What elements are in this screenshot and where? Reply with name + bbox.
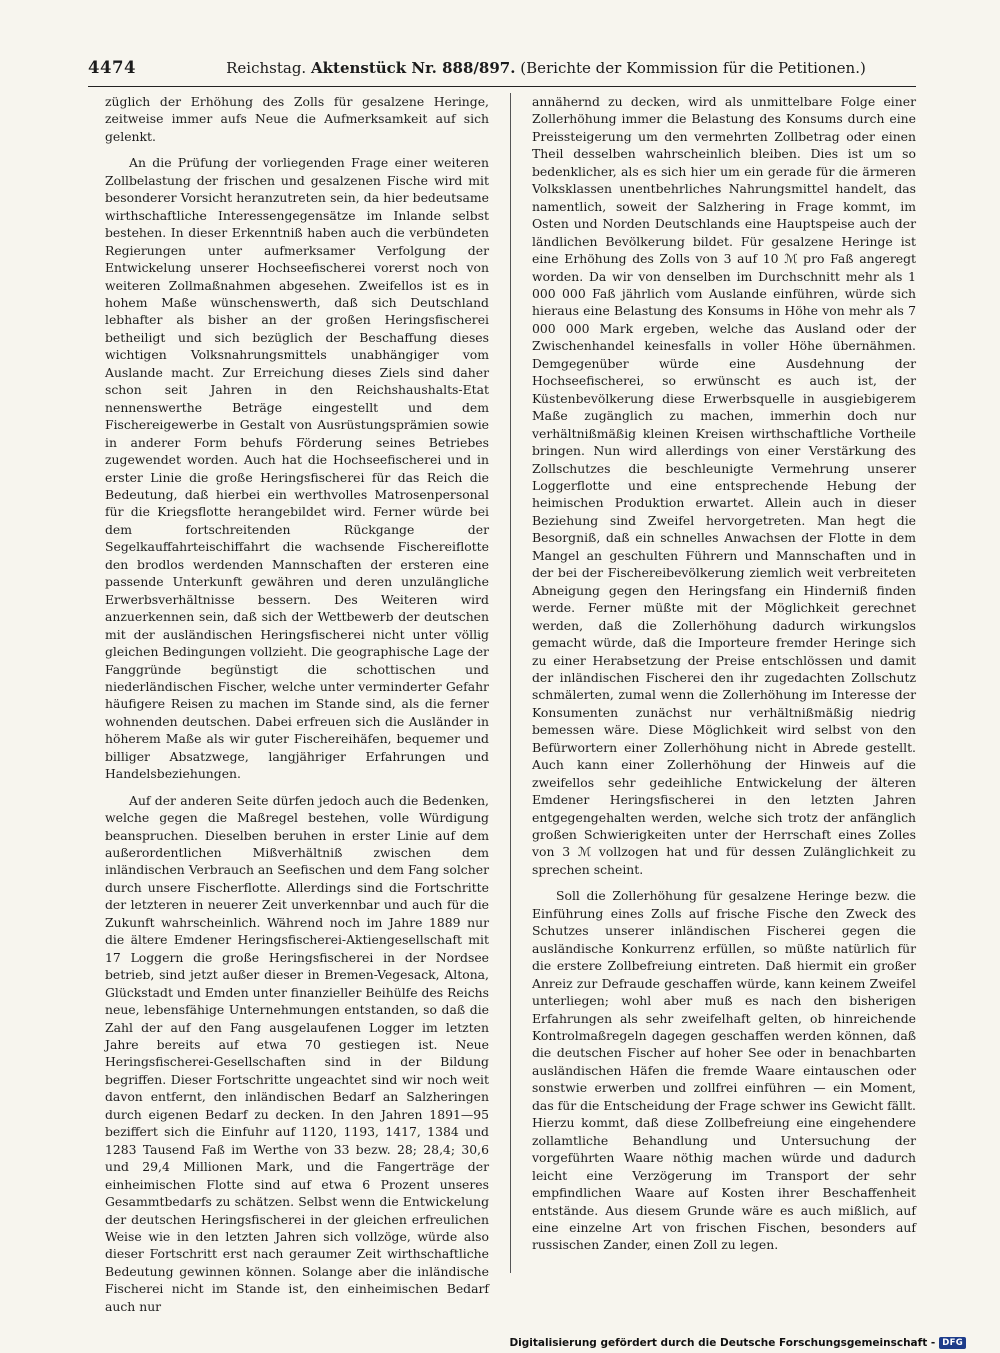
running-title-prefix: Reichstag. — [226, 59, 307, 77]
header-rule — [88, 86, 916, 87]
column-divider — [510, 93, 511, 1273]
dfg-logo: DFG — [939, 1337, 966, 1349]
page-number: 4474 — [88, 58, 136, 77]
right-column — [532, 93, 916, 1254]
left-column — [105, 93, 489, 1315]
paragraph: annähernd zu decken, wird als unmittelbare Folge einer Zollerhöhung immer die Belastung des Konsums durch eine Preissteigerung um den vermehrten Zollbetrag oder einen Theil desselben wahrscheinlich bleiben. Dies ist um so bedenklicher, als es sich hier um ein gerade für die ärmeren Volksklassen unentbehrliches Nahrungsmittel handelt, das namentlich, soweit der Salzhering in Frage kommt, im Osten und Norden Deutschlands eine Hauptspeise auch der ländlichen Bevölkerung bildet. Für gesalzene Heringe ist eine Erhöhung des Zolls von 3 auf 10 ℳ pro Faß angeregt worden. Da wir von denselben im Durchschnitt mehr als 1 000 000 Faß jährlich vom Auslande einführen, würde sich hieraus eine Belastung des Konsums in Höhe von mehr als 7 000 000 Mark ergeben, welche das Ausland oder der Zwischenhandel keinesfalls in voller Höhe übernähmen. Demgegenüber würde eine Ausdehnung der Hochseefischerei, so erwünscht es auch ist, der Küstenbevölkerung diese Erwerbsquelle in ausgiebigerem Maße zugänglich zu machen, immerhin doch nur verhältnißmäßig kleinen Kreisen wirthschaftliche Vortheile bringen. Nun wird allerdings von einer Verstärkung des Zollschutzes die beschleunigte Vermehrung unserer Loggerflotte und eine entsprechende Hebung der heimischen Produktion erwartet. Allein auch in dieser Beziehung sind Zweifel hervorgetreten. Man hegt die Besorgniß, daß ein schnelles Anwachsen der Flotte in dem Mangel an geschulten Führern und Mannschaften und in der bei der Fischereibevölkerung ziemlich weit verbreiteten Abneigung gegen den Heringsfang ein Hinderniß finden werde. Ferner müßte mit der Möglichkeit gerechnet werden, daß die Zollerhöhung dadurch wirkungslos gemacht würde, daß die Importeure fremder Heringe sich zu einer Herabsetzung der Preise entschlössen und damit der inländischen Fischerei den ihr zugedachten Zollschutz schmälerten, zumal wenn die Zollerhöhung im Interesse der Konsumenten zunächst nur verhältnißmäßig niedrig bemessen wäre. Diese Möglichkeit wird selbst von den Befürwortern einer Zollerhöhung nicht in Abrede gestellt. Auch kann einer Zollerhöhung der Hinweis auf die zweifellos sehr gedeihliche Entwickelung der älteren Emdener Heringsfischerei in den letzten Jahren entgegengehalten werden, welche sich trotz der anfänglich großen Schwierigkeiten unter der Herrschaft eines Zolles von 3 ℳ vollzogen hat und für dessen Zulänglichkeit zu sprechen scheint. — [532, 94, 916, 877]
footer-credit — [509, 1336, 966, 1350]
paragraph: züglich der Erhöhung des Zolls für gesalzene Heringe, zeitweise immer aufs Neue die Aufmerksamkeit auf sich gelenkt. — [105, 94, 489, 144]
running-title — [176, 59, 916, 77]
running-title-suffix: (Berichte der Kommission für die Petitionen.) — [520, 59, 866, 77]
footer-credit-text: Digitalisierung gefördert durch die Deutsche Forschungsgemeinschaft - — [509, 1337, 936, 1349]
paragraph: Auf der anderen Seite dürfen jedoch auch die Bedenken, welche gegen die Maßregel bestehen, volle Würdigung beanspruchen. Dieselben beruhen in erster Linie auf dem außerordentlichen Mißverhältniß zwischen dem inländischen Verbrauch an Seefischen und dem Fang solcher durch unsere Fischerflotte. Allerdings sind die Fortschritte der letzteren in neuerer Zeit unverkennbar und auch für die Zukunft wahrscheinlich. Während noch im Jahre 1889 nur die ältere Emdener Heringsfischerei-Aktiengesellschaft mit 17 Loggern die große Heringsfischerei in der Nordsee betrieb, sind jetzt außer dieser in Bremen-Vegesack, Altona, Glückstadt und Emden unter finanzieller Beihülfe des Reichs neue, lebensfähige Unternehmungen entstanden, so daß die Zahl der auf den Fang ausgelaufenen Logger im letzten Jahre bereits auf etwa 70 gestiegen ist. Neue Heringsfischerei-Gesellschaften sind in der Bildung begriffen. Dieser Fortschritte ungeachtet sind wir noch weit davon entfernt, den inländischen Bedarf an Salzheringen durch eigenen Bedarf zu decken. In den Jahren 1891—95 beziffert sich die Einfuhr auf 1120, 1193, 1417, 1384 und 1283 Tausend Faß im Werthe von 33 bezw. 28; 28,4; 30,6 und 29,4 Millionen Mark, und die Fangerträge der einheimischen Flotte sind auf etwa 6 Prozent unseres Gesammtbedarfs zu schätzen. Selbst wenn die Entwickelung der deutschen Heringsfischerei in der gleichen erfreulichen Weise wie in den letzten Jahren sich vollzöge, würde also dieser Fortschritt erst nach geraumer Zeit wirthschaftliche Bedeutung gewinnen können. Solange aber die inländische Fischerei nicht im Stande ist, den einheimischen Bedarf auch nur — [105, 792, 490, 1314]
paragraph: Soll die Zollerhöhung für gesalzene Heringe bezw. die Einführung eines Zolls auf frische Fische den Zweck des Schutzes unserer inländischen Fischerei gegen die ausländische Konkurrenz erfüllen, so müßte natürlich für die erstere Zollbefreiung eintreten. Daß hiermit ein großer Anreiz zur Defraude geschaffen würde, kann keinem Zweifel unterliegen; wohl aber muß es nach den bisherigen Erfahrungen als sehr zweifelhaft gelten, ob hinreichende Kontrolmaßregeln dagegen geschaffen werden können, daß die deutschen Fischer auf hoher See oder in benachbarten ausländischen Häfen die fremde Waare eintauschen oder sonstwie erwerben und zollfrei einführen — ein Moment, das für die Entscheidung der Frage schwer ins Gewicht fällt. Hierzu kommt, daß diese Zollbefreiung eine eingehendere zollamtliche Behandlung und Untersuchung der vorgeführten Waare nöthig machen würde und dadurch leicht eine Verzögerung im Transport der sehr empfindlichen Waare auf Kosten ihrer Beschaffenheit entstände. Aus diesem Grunde wäre es auch mißlich, auf eine einzelne Art von frischen Fischen, besonders auf russischen Zander, einen Zoll zu legen. — [532, 888, 916, 1253]
running-header — [88, 58, 916, 84]
paragraph: An die Prüfung der vorliegenden Frage einer weiteren Zollbelastung der frischen und gesalzenen Fische wird mit besonderer Vorsicht heranzutreten sein, da hier bedeutsame wirthschaftliche Interessengegensätze im Inlande selbst bestehen. In dieser Erkenntniß haben auch die verbündeten Regierungen unter aufmerksamer Verfolgung der Entwickelung unserer Hochseefischerei vorerst noch von weiteren Zollmaßnahmen abgesehen. Zweifellos ist es in hohem Maße wünschenswerth, daß sich Deutschland lebhafter als bisher an der großen Heringsfischerei betheiligt und sich bezüglich der Beschaffung dieses wichtigen Volksnahrungsmittels unabhängiger vom Auslande macht. Zur Erreichung dieses Ziels sind daher schon seit Jahren in den Reichshaushalts-Etat nennenswerthe Beträge eingestellt und dem Fischereigewerbe in Gestalt von Ausrüstungsprämien sowie in anderer Form behufs Förderung seines Betriebes zugewendet worden. Auch hat die Hochseefischerei und in erster Linie die große Heringsfischerei für das Reich die Bedeutung, daß hierbei ein werthvolles Matrosenpersonal für die Kriegsflotte herangebildet wird. Ferner würde bei dem fortschreitenden Rückgange der Segelkauffahrteischiffahrt die wachsende Fischereiflotte den brodlos werdenden Mannschaften der ersteren eine passende Unterkunft gewähren und deren unzulängliche Erwerbsverhältnisse bessern. Des Weiteren wird anzuerkennen sein, daß sich der Wettbewerb der deutschen mit der ausländischen Heringsfischerei nicht unter völlig gleichen Bedingungen vollzieht. Die geographische Lage der Fanggründe begünstigt die schottischen und niederländischen Fischer, welche unter verminderter Gefahr häufigere Reisen zu machen im Stande sind, als die ferner wohnenden deutschen. Dabei erfreuen sich die Ausländer in höherem Maße als wir guter Fischereihäfen, bequemer und billiger Absatzwege, langjähriger Erfahrungen und Handelsbeziehungen. — [105, 155, 489, 782]
running-title-doc: Aktenstück Nr. 888/897. — [310, 59, 516, 77]
